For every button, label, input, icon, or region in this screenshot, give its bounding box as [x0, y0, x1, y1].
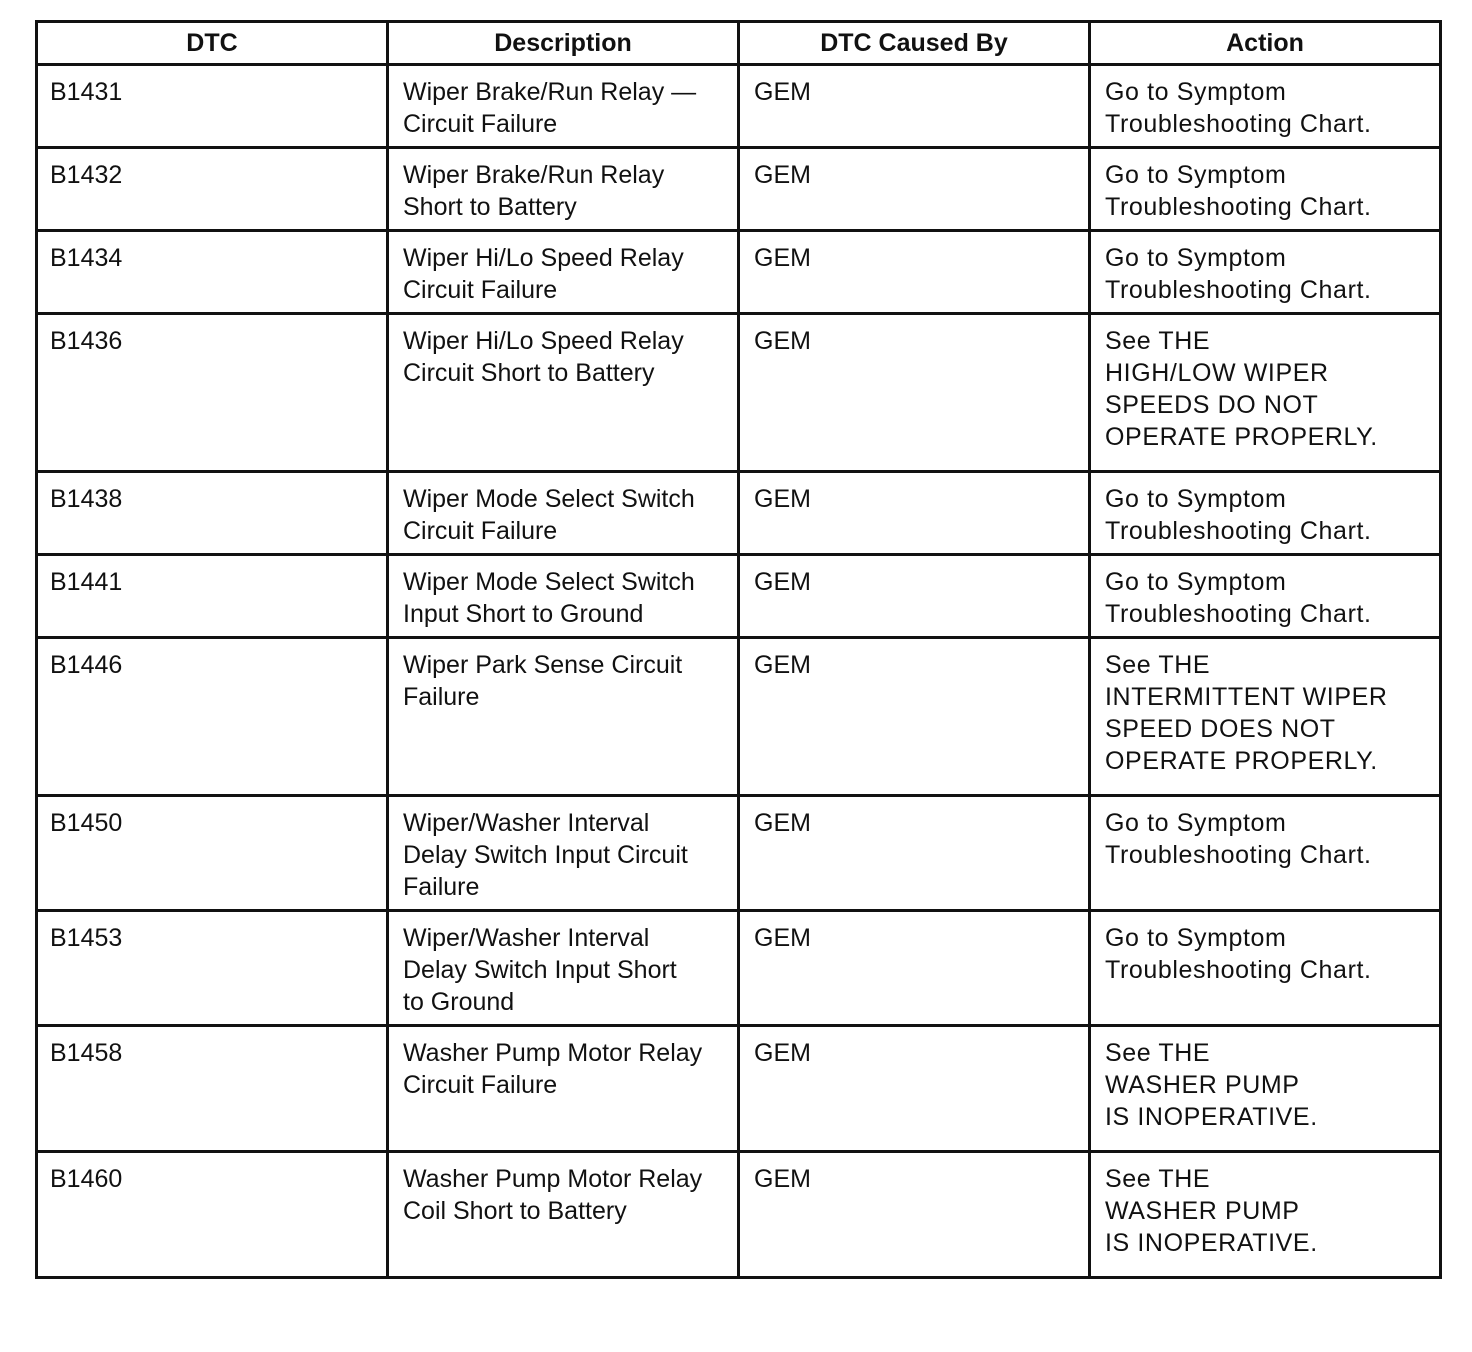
description-line: Washer Pump Motor Relay [403, 1039, 703, 1067]
action-line: See THE [1105, 1165, 1211, 1193]
action-line: INTERMITTENT WIPER [1105, 683, 1388, 711]
description-line: Wiper Brake/Run Relay [403, 161, 665, 189]
table-row [37, 638, 1441, 796]
action-line: Go to Symptom [1105, 568, 1287, 596]
table-row [37, 911, 1441, 1026]
action-line: Go to Symptom [1105, 78, 1287, 106]
table-row [37, 472, 1441, 555]
table-row [37, 796, 1441, 911]
action-line: Troubleshooting Chart. [1105, 517, 1372, 545]
table-row [37, 65, 1441, 148]
table-row [37, 314, 1441, 472]
description-line: Input Short to Ground [403, 600, 644, 628]
description-line: Wiper/Washer Interval [403, 924, 650, 952]
table-row [37, 555, 1441, 638]
action-line: Troubleshooting Chart. [1105, 841, 1372, 869]
dtc-caused-by: GEM [739, 638, 1090, 796]
dtc-caused-by: GEM [739, 148, 1090, 231]
dtc-code: B1458 [37, 1026, 388, 1152]
action-line: IS INOPERATIVE. [1105, 1103, 1318, 1131]
dtc-action [1090, 1152, 1441, 1278]
dtc-action [1090, 472, 1441, 555]
table-row [37, 1152, 1441, 1278]
action-line: Troubleshooting Chart. [1105, 956, 1372, 984]
description-line: Circuit Failure [403, 276, 558, 304]
dtc-description [388, 1152, 739, 1278]
action-line: OPERATE PROPERLY. [1105, 423, 1378, 451]
dtc-table [35, 20, 1442, 1279]
dtc-code: B1432 [37, 148, 388, 231]
dtc-caused-by: GEM [739, 796, 1090, 911]
action-line: WASHER PUMP [1105, 1197, 1300, 1225]
description-line: Circuit Failure [403, 110, 558, 138]
action-line: OPERATE PROPERLY. [1105, 747, 1378, 775]
dtc-description [388, 65, 739, 148]
description-line: Wiper Brake/Run Relay — [403, 78, 697, 106]
dtc-description [388, 148, 739, 231]
action-line: SPEED DOES NOT [1105, 715, 1336, 743]
dtc-action [1090, 796, 1441, 911]
action-line: See THE [1105, 651, 1211, 679]
dtc-description [388, 796, 739, 911]
dtc-code: B1450 [37, 796, 388, 911]
dtc-action [1090, 1026, 1441, 1152]
description-line: Failure [403, 683, 480, 711]
dtc-action [1090, 231, 1441, 314]
header-dtc: DTC [37, 22, 388, 65]
action-line: Go to Symptom [1105, 809, 1287, 837]
description-line: Circuit Failure [403, 517, 558, 545]
dtc-code: B1436 [37, 314, 388, 472]
dtc-caused-by: GEM [739, 231, 1090, 314]
dtc-description [388, 472, 739, 555]
description-line: Wiper Park Sense Circuit [403, 651, 683, 679]
action-line: Go to Symptom [1105, 244, 1287, 272]
header-description: Description [388, 22, 739, 65]
dtc-code: B1441 [37, 555, 388, 638]
dtc-caused-by: GEM [739, 65, 1090, 148]
table-row [37, 148, 1441, 231]
table-row [37, 1026, 1441, 1152]
description-line: Circuit Failure [403, 1071, 558, 1099]
dtc-caused-by: GEM [739, 1152, 1090, 1278]
dtc-description [388, 1026, 739, 1152]
dtc-action [1090, 911, 1441, 1026]
dtc-action [1090, 314, 1441, 472]
action-line: Troubleshooting Chart. [1105, 600, 1372, 628]
action-line: See THE [1105, 327, 1211, 355]
description-line: Wiper Mode Select Switch [403, 485, 695, 513]
dtc-action [1090, 65, 1441, 148]
action-line: HIGH/LOW WIPER [1105, 359, 1329, 387]
description-line: Wiper Mode Select Switch [403, 568, 695, 596]
description-line: Wiper/Washer Interval [403, 809, 650, 837]
dtc-description [388, 231, 739, 314]
description-line: Wiper Hi/Lo Speed Relay [403, 327, 684, 355]
dtc-code: B1453 [37, 911, 388, 1026]
dtc-description [388, 911, 739, 1026]
dtc-code: B1431 [37, 65, 388, 148]
dtc-caused-by: GEM [739, 472, 1090, 555]
dtc-caused-by: GEM [739, 1026, 1090, 1152]
dtc-caused-by: GEM [739, 911, 1090, 1026]
dtc-code: B1446 [37, 638, 388, 796]
dtc-description [388, 638, 739, 796]
action-line: Go to Symptom [1105, 924, 1287, 952]
dtc-description [388, 314, 739, 472]
dtc-description [388, 555, 739, 638]
dtc-action [1090, 555, 1441, 638]
action-line: Go to Symptom [1105, 485, 1287, 513]
description-line: Delay Switch Input Short [403, 956, 677, 984]
dtc-code: B1460 [37, 1152, 388, 1278]
description-line: Washer Pump Motor Relay [403, 1165, 703, 1193]
action-line: SPEEDS DO NOT [1105, 391, 1319, 419]
action-line: Troubleshooting Chart. [1105, 276, 1372, 304]
dtc-action [1090, 638, 1441, 796]
action-line: WASHER PUMP [1105, 1071, 1300, 1099]
description-line: Short to Battery [403, 193, 577, 221]
dtc-code: B1438 [37, 472, 388, 555]
header-row [37, 22, 1441, 65]
description-line: Failure [403, 873, 480, 901]
table-row [37, 231, 1441, 314]
action-line: Go to Symptom [1105, 161, 1287, 189]
description-line: Circuit Short to Battery [403, 359, 655, 387]
dtc-caused-by: GEM [739, 314, 1090, 472]
description-line: Delay Switch Input Circuit [403, 841, 688, 869]
header-caused-by: DTC Caused By [739, 22, 1090, 65]
dtc-caused-by: GEM [739, 555, 1090, 638]
description-line: to Ground [403, 988, 515, 1016]
description-line: Wiper Hi/Lo Speed Relay [403, 244, 684, 272]
description-line: Coil Short to Battery [403, 1197, 627, 1225]
dtc-code: B1434 [37, 231, 388, 314]
dtc-action [1090, 148, 1441, 231]
action-line: Troubleshooting Chart. [1105, 110, 1372, 138]
header-action: Action [1090, 22, 1441, 65]
action-line: See THE [1105, 1039, 1211, 1067]
action-line: IS INOPERATIVE. [1105, 1229, 1318, 1257]
action-line: Troubleshooting Chart. [1105, 193, 1372, 221]
